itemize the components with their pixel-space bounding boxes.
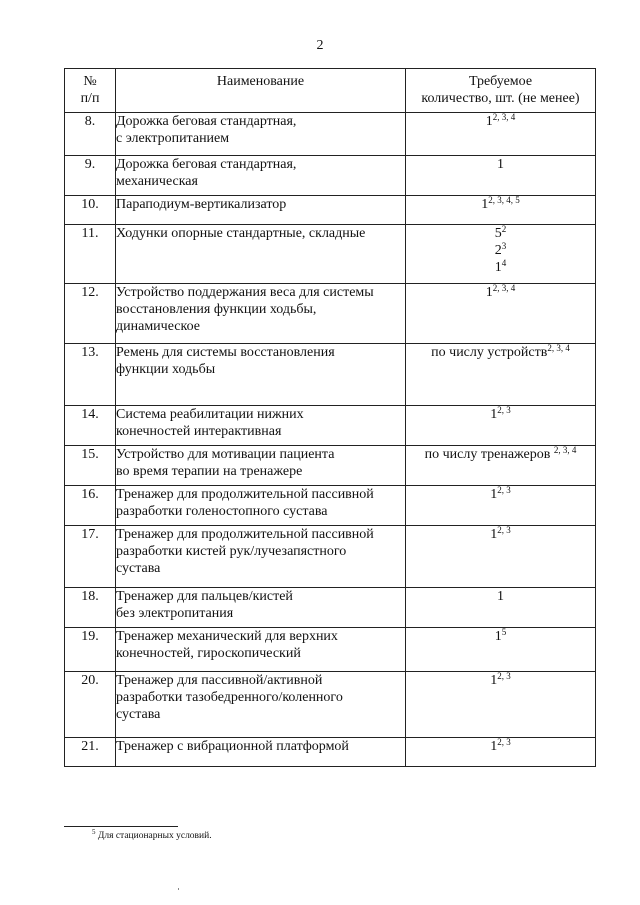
quantity-footnote-ref: 2, 3 <box>497 485 511 495</box>
table-header-row <box>65 69 596 113</box>
quantity-footnote-ref: 2, 3 <box>497 671 511 681</box>
quantity-value: по числу тренажеров <box>424 447 554 462</box>
row-name-line: без электропитания <box>116 606 234 621</box>
row-number: 11. <box>65 225 116 284</box>
row-name-line: динамическое <box>116 319 200 334</box>
row-number: 21. <box>65 738 116 767</box>
quantity-line <box>406 156 595 173</box>
row-name <box>116 628 406 672</box>
row-name-line: Тренажер для продолжительной пассивной <box>116 527 374 542</box>
quantity-line <box>406 526 595 543</box>
row-name-line: Тренажер для пальцев/кистей <box>116 589 293 604</box>
row-name-line: сустава <box>116 561 161 576</box>
quantity-value: 1 <box>485 114 493 129</box>
table-row <box>65 446 596 486</box>
header-name <box>116 69 406 113</box>
row-name <box>116 406 406 446</box>
table-row <box>65 406 596 446</box>
quantity-value: 1 <box>494 260 502 275</box>
row-name <box>116 588 406 628</box>
quantity-footnote-ref: 3 <box>501 241 507 251</box>
row-name-line: с электропитанием <box>116 131 230 146</box>
header-name-text: Наименование <box>216 74 305 89</box>
quantity-value: 1 <box>490 673 498 688</box>
quantity-value: 5 <box>494 226 502 241</box>
quantity-footnote-ref: 5 <box>501 627 507 637</box>
quantity-line <box>406 344 595 361</box>
row-name-line: Устройство поддержания веса для системы <box>116 285 374 300</box>
row-number: 15. <box>65 446 116 486</box>
quantity-footnote-ref: 2, 3 <box>497 737 511 747</box>
quantity-footnote-ref: 2, 3, 4 <box>492 283 516 293</box>
quantity-line <box>406 588 595 605</box>
quantity-line <box>406 196 595 213</box>
quantity-footnote-ref: 2, 3 <box>497 405 511 415</box>
quantity-value: 1 <box>481 197 489 212</box>
quantity-line <box>406 242 595 259</box>
row-name-line: Устройство для мотивации пациента <box>116 447 335 462</box>
header-quantity-line: количество, шт. (не менее) <box>421 91 580 106</box>
row-quantity <box>406 446 596 486</box>
row-name <box>116 672 406 738</box>
row-name-line: Тренажер для продолжительной пассивной <box>116 487 374 502</box>
quantity-value: 1 <box>490 407 498 422</box>
row-name-line: механическая <box>116 174 198 189</box>
footnote-marker: 5 <box>92 828 96 836</box>
row-quantity <box>406 406 596 446</box>
row-name <box>116 225 406 284</box>
quantity-line <box>406 259 595 276</box>
footnote <box>92 828 212 841</box>
row-name-line: Тренажер для пассивной/активной <box>116 673 323 688</box>
quantity-line <box>406 113 595 130</box>
page-number: 2 <box>316 38 324 53</box>
header-number <box>65 69 116 113</box>
quantity-value: 1 <box>490 487 498 502</box>
header-number-line: п/п <box>80 91 100 106</box>
scan-speck <box>178 888 179 890</box>
row-number: 18. <box>65 588 116 628</box>
row-name-line: сустава <box>116 707 161 722</box>
row-name <box>116 284 406 344</box>
row-name-line: разработки голеностопного сустава <box>116 504 328 519</box>
row-name-line: во время терапии на тренажере <box>116 464 303 479</box>
quantity-footnote-ref: 2, 3, 4 <box>553 445 577 455</box>
row-number: 14. <box>65 406 116 446</box>
quantity-value: 1 <box>494 629 502 644</box>
row-name <box>116 446 406 486</box>
table-row <box>65 113 596 156</box>
row-name-line: конечностей, гироскопический <box>116 646 301 661</box>
row-number: 8. <box>65 113 116 156</box>
table-row <box>65 196 596 225</box>
row-quantity <box>406 628 596 672</box>
row-number: 16. <box>65 486 116 526</box>
row-number: 9. <box>65 156 116 196</box>
row-number: 20. <box>65 672 116 738</box>
row-name <box>116 526 406 588</box>
row-quantity <box>406 196 596 225</box>
table-row <box>65 156 596 196</box>
row-name <box>116 196 406 225</box>
quantity-value: 1 <box>497 157 504 172</box>
header-number-line: № <box>83 74 97 89</box>
table-row <box>65 628 596 672</box>
row-number: 17. <box>65 526 116 588</box>
table-row <box>65 225 596 284</box>
row-name-line: Ремень для системы восстановления <box>116 345 335 360</box>
quantity-line <box>406 628 595 645</box>
footnote-rule <box>64 826 178 827</box>
quantity-line <box>406 406 595 423</box>
row-name <box>116 486 406 526</box>
row-name-line: восстановления функции ходьбы, <box>116 302 317 317</box>
quantity-line <box>406 738 595 755</box>
row-name-line: Дорожка беговая стандартная, <box>116 157 297 172</box>
quantity-line <box>406 446 595 463</box>
row-quantity <box>406 284 596 344</box>
row-name-line: конечностей интерактивная <box>116 424 282 439</box>
equipment-table <box>64 68 596 767</box>
quantity-value: 1 <box>490 739 498 754</box>
row-quantity <box>406 225 596 284</box>
row-name-line: Дорожка беговая стандартная, <box>116 114 297 129</box>
row-quantity <box>406 156 596 196</box>
row-name-line: функции ходьбы <box>116 362 216 377</box>
table-row <box>65 486 596 526</box>
row-name-line: Ходунки опорные стандартные, складные <box>116 226 366 241</box>
row-name-line: Параподиум-вертикализатор <box>116 197 287 212</box>
quantity-footnote-ref: 2 <box>501 224 507 234</box>
quantity-line <box>406 284 595 301</box>
row-name-line: Тренажер механический для верхних <box>116 629 338 644</box>
quantity-footnote-ref: 2, 3, 4 <box>547 343 570 353</box>
row-name <box>116 156 406 196</box>
quantity-footnote-ref: 2, 3, 4, 5 <box>488 195 520 205</box>
table-row <box>65 526 596 588</box>
quantity-value: 1 <box>497 589 504 604</box>
row-name <box>116 738 406 767</box>
header-quantity-line: Требуемое <box>468 74 533 89</box>
row-name-line: разработки кистей рук/лучезапястного <box>116 544 347 559</box>
row-number: 13. <box>65 344 116 406</box>
row-quantity <box>406 344 596 406</box>
header-quantity <box>406 69 596 113</box>
quantity-footnote-ref: 4 <box>501 258 507 268</box>
row-name <box>116 344 406 406</box>
quantity-line <box>406 672 595 689</box>
quantity-value: 1 <box>485 285 493 300</box>
row-number: 12. <box>65 284 116 344</box>
row-quantity <box>406 588 596 628</box>
row-name-line: разработки тазобедренного/коленного <box>116 690 343 705</box>
row-quantity <box>406 113 596 156</box>
row-quantity <box>406 486 596 526</box>
table-row <box>65 284 596 344</box>
row-quantity <box>406 526 596 588</box>
row-quantity <box>406 738 596 767</box>
row-number: 10. <box>65 196 116 225</box>
table-body <box>65 113 596 767</box>
table-row <box>65 588 596 628</box>
row-name-line: Тренажер с вибрационной платформой <box>116 739 349 754</box>
quantity-footnote-ref: 2, 3, 4 <box>492 112 516 122</box>
quantity-line <box>406 486 595 503</box>
quantity-value: 1 <box>490 527 498 542</box>
quantity-value: по числу устройств <box>431 345 548 360</box>
quantity-value: 2 <box>494 243 502 258</box>
quantity-line <box>406 225 595 242</box>
row-name-line: Система реабилитации нижних <box>116 407 304 422</box>
table-row <box>65 738 596 767</box>
table-row <box>65 672 596 738</box>
row-name <box>116 113 406 156</box>
table-row <box>65 344 596 406</box>
row-number: 19. <box>65 628 116 672</box>
footnote-text: Для стационарных условий. <box>97 831 212 841</box>
quantity-footnote-ref: 2, 3 <box>497 525 511 535</box>
row-quantity <box>406 672 596 738</box>
